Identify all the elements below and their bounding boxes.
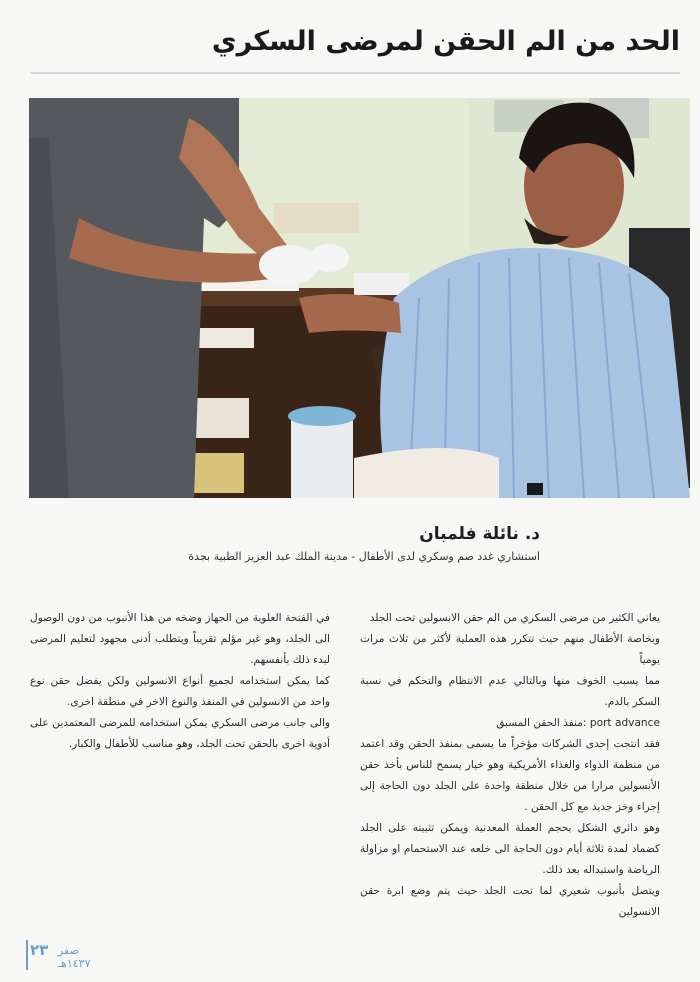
article-photo	[29, 98, 690, 498]
author-name: د. نائلة فلمبان	[419, 524, 540, 544]
author-affiliation: استشاري غدد صم وسكري لدى الأطفال - مدينة الملك عبد العزيز الطبية بجدة	[188, 550, 540, 563]
page-folio	[30, 941, 91, 970]
page-number: ٢٣	[30, 941, 49, 959]
article-column-left	[30, 608, 330, 755]
folio-divider	[26, 940, 28, 970]
issue-year: ١٤٣٧هـ	[57, 957, 91, 970]
article-column-right	[360, 608, 660, 923]
article-title: الحد من الم الحقن لمرضى السكري	[211, 26, 680, 57]
issue-month: صفر	[57, 944, 79, 957]
paragraph: وهو دائري الشكل بحجم العملة المعدنية ويمكن تثبيته على الجلد كضماد لمدة ثلاثة أيام دون الحاجة الى خلعه عند الاستحمام او مزاولة الرياضة واستبداله بعد ذلك.	[360, 822, 660, 876]
section-heading: port advance :منفذ الحقن المسبق	[496, 717, 660, 729]
paragraph: يعاني الكثير من مرضى السكري من الم حقن الانسولين تحت الجلد	[369, 612, 660, 624]
title-divider	[30, 72, 680, 74]
paragraph: كما يمكن استخدامه لجميع أنواع الانسولين ولكن يفضل حقن نوع واحد من الانسولين في المنفذ والنوع الاخر في منطقة اخرى.	[30, 675, 330, 708]
paragraph: في الفتحة العلوية من الجهاز وضخه من هذا الأنبوب من دون الوصول الى الجلد، وهو غير مؤلم تقريباً ويتطلب أدنى مجهود لتعليم المرضى لبدء ذلك بأنفسهم.	[30, 612, 330, 666]
paragraph: فقد انتجت إحدى الشركات مؤخراً ما يسمى بمنفذ الحقن وقد اعتمد من منظمة الدواء والغذاء الأمريكية وهو خيار يسمح للناس بأخذ حقن الأنسولين مرارا من خلال منطقة واحدة على الجلد دون الحاجة إلى إجراء وخز جديد مع كل الحقن .	[360, 738, 660, 813]
paragraph: والى جانب مرضى السكري يمكن استخدامه للمرضى المعتمدين على أدوية اخرى بالحقن تحت الجلد، وهو مناسب للأطفال والكبار.	[30, 717, 330, 750]
paragraph: مما يسبب الخوف منها وبالتالي عدم الانتظام والتحكم في نسبة السكر بالدم.	[360, 675, 660, 708]
issue-date	[58, 944, 91, 970]
photo-illustration	[29, 98, 690, 498]
paragraph: ويتصل بأنبوب شعيري لما تحت الجلد حيث يتم وضع ابرة حقن الانسولين	[360, 885, 660, 918]
author-block	[188, 524, 540, 563]
paragraph: وبخاصة الأطفال منهم حيث تتكرر هذه العملية لأكثر من ثلاث مرات يومياً	[360, 633, 660, 666]
